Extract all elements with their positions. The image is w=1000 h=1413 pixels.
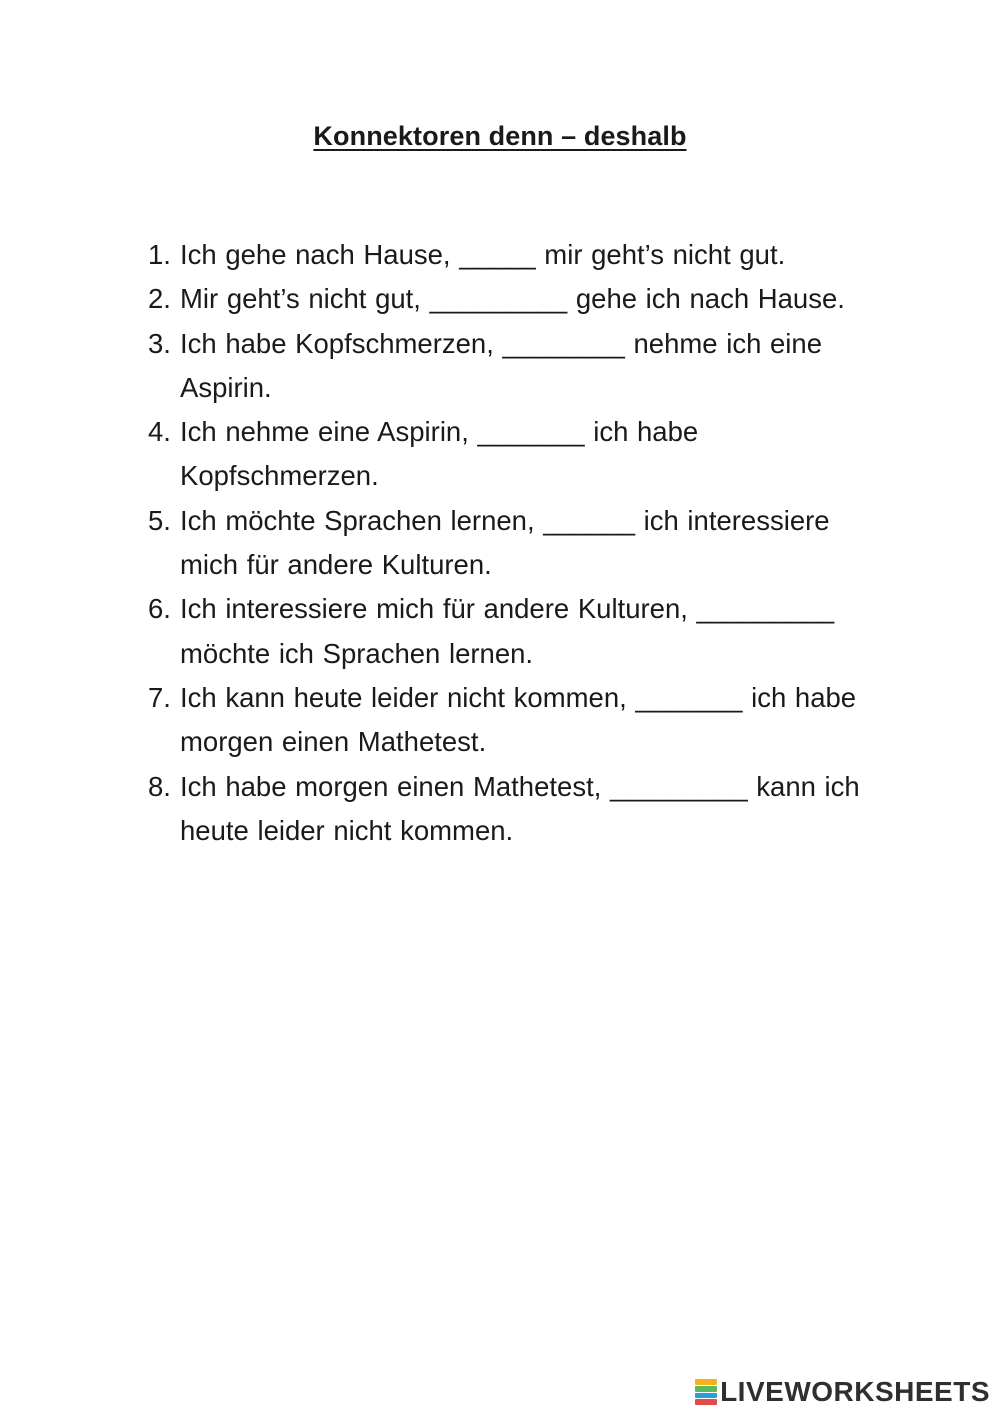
worksheet-title: Konnektoren denn – deshalb [313, 121, 687, 151]
logo-bar [695, 1386, 717, 1392]
exercise-item [148, 410, 893, 499]
exercise-item [148, 676, 893, 765]
exercise-number: 3. [148, 327, 171, 359]
exercise-item [148, 765, 893, 854]
liveworksheets-logo-icon [695, 1379, 717, 1405]
exercise-text: Ich kann heute leider nicht kommen, _______ ich habe morgen einen Mathetest. [180, 681, 857, 758]
exercise-number: 4. [148, 416, 171, 448]
exercise-text: Ich interessiere mich für andere Kulturen, _________ möchte ich Sprachen lernen. [180, 593, 835, 669]
exercise-item [148, 233, 893, 277]
exercise-number: 8. [148, 770, 171, 802]
exercise-text: Ich möchte Sprachen lernen, ______ ich interessiere mich für andere Kulturen. [180, 504, 830, 581]
exercise-text: Ich habe morgen einen Mathetest, _________ kann ich heute leider nicht kommen. [180, 770, 860, 846]
exercise-number: 7. [148, 681, 171, 713]
exercise-number: 6. [148, 593, 171, 625]
exercise-item [148, 277, 893, 321]
logo-bar [695, 1379, 717, 1385]
exercise-number: 2. [148, 283, 171, 315]
exercise-number: 1. [148, 239, 171, 270]
exercise-list [148, 233, 893, 853]
watermark-brand-text: LIVEWORKSHEETS [720, 1376, 990, 1407]
exercise-text: Ich gehe nach Hause, _____ mir geht’s nicht gut. [180, 239, 786, 270]
exercise-text: Mir geht’s nicht gut, _________ gehe ich nach Hause. [180, 283, 845, 315]
logo-bar [695, 1393, 717, 1399]
exercise-text: Ich nehme eine Aspirin, _______ ich habe Kopfschmerzen. [180, 416, 699, 492]
exercise-item [148, 587, 893, 676]
exercise-item [148, 499, 893, 588]
exercise-number: 5. [148, 504, 171, 536]
logo-bar [695, 1399, 717, 1405]
liveworksheets-watermark [695, 1375, 990, 1409]
exercise-item [148, 322, 893, 411]
exercise-text: Ich habe Kopfschmerzen, ________ nehme ich eine Aspirin. [180, 327, 822, 403]
